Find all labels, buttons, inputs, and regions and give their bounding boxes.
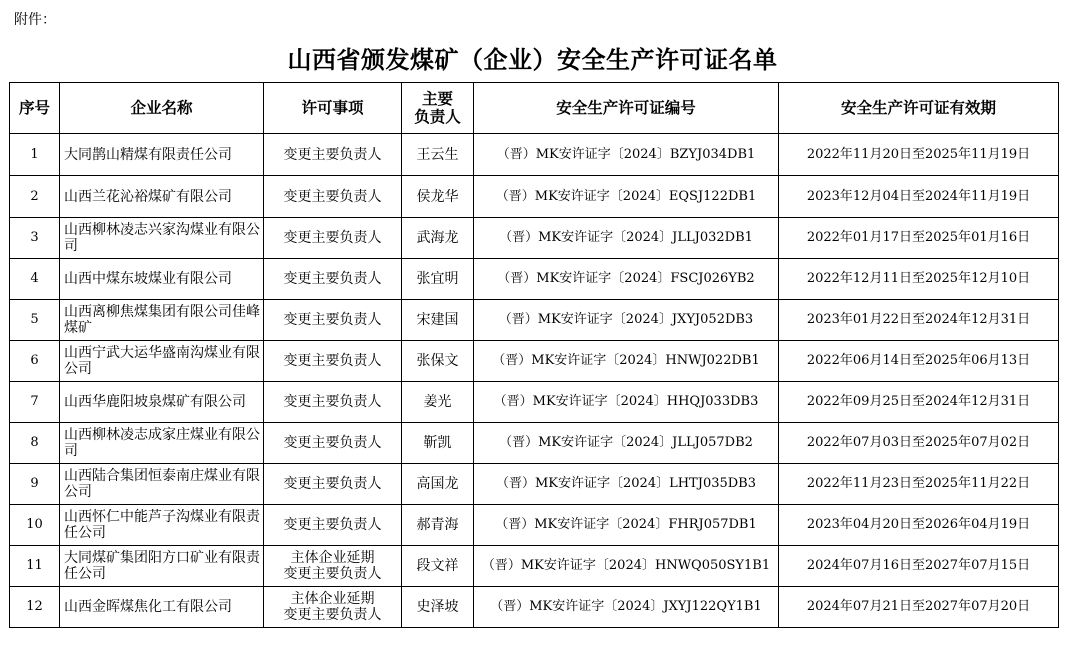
cell-validity: 2022年12月11日至2025年12月10日 [779,259,1059,300]
cell-license: （晋）MK安许证字〔2024〕HNWQ050SY1B1 [474,546,779,587]
cell-company: 山西金晖煤焦化工有限公司 [60,587,264,628]
cell-item [264,587,402,628]
cell-person: 史泽坡 [402,587,474,628]
cell-index: 9 [10,464,60,505]
cell-index: 4 [10,259,60,300]
table-row [10,505,1059,546]
cell-index: 11 [10,546,60,587]
header-person-line1: 主要 [421,90,453,108]
cell-company: 大同鹊山精煤有限责任公司 [60,134,264,176]
cell-company: 山西离柳焦煤集团有限公司佳峰煤矿 [60,300,264,341]
table-row [10,134,1059,176]
cell-validity: 2022年06月14日至2025年06月13日 [779,341,1059,382]
table-row [10,218,1059,259]
cell-person: 段文祥 [402,546,474,587]
cell-license: （晋）MK安许证字〔2024〕FHRJ057DB1 [474,505,779,546]
cell-index: 5 [10,300,60,341]
header-validity: 安全生产许可证有效期 [779,83,1059,134]
cell-company: 山西陆合集团恒泰南庄煤业有限公司 [60,464,264,505]
license-table [9,82,1059,628]
cell-item: 变更主要负责人 [264,382,402,423]
table-row [10,423,1059,464]
table-row [10,300,1059,341]
table-row [10,464,1059,505]
table-row [10,382,1059,423]
table-row [10,176,1059,218]
header-person-line2: 负责人 [414,108,461,126]
cell-item: 变更主要负责人 [264,423,402,464]
header-item: 许可事项 [264,83,402,134]
cell-person: 高国龙 [402,464,474,505]
cell-index: 8 [10,423,60,464]
cell-person: 宋建国 [402,300,474,341]
cell-index: 1 [10,134,60,176]
cell-item: 变更主要负责人 [264,505,402,546]
cell-person: 靳凯 [402,423,474,464]
cell-person: 武海龙 [402,218,474,259]
cell-item-line2: 变更主要负责人 [283,607,382,623]
header-license: 安全生产许可证编号 [474,83,779,134]
document-title: 山西省颁发煤矿（企业）安全生产许可证名单 [287,46,778,74]
cell-index: 10 [10,505,60,546]
cell-index: 7 [10,382,60,423]
cell-person: 张保文 [402,341,474,382]
cell-item: 变更主要负责人 [264,300,402,341]
cell-license: （晋）MK安许证字〔2024〕JLLJ032DB1 [474,218,779,259]
cell-index: 3 [10,218,60,259]
cell-validity: 2023年12月04日至2024年11月19日 [779,176,1059,218]
cell-company: 山西柳林凌志成家庄煤业有限公司 [60,423,264,464]
cell-item: 变更主要负责人 [264,341,402,382]
cell-license: （晋）MK安许证字〔2024〕LHTJ035DB3 [474,464,779,505]
attachment-label: 附件： [14,12,56,28]
cell-license: （晋）MK安许证字〔2024〕FSCJ026YB2 [474,259,779,300]
cell-person: 张宜明 [402,259,474,300]
cell-validity: 2022年09月25日至2024年12月31日 [779,382,1059,423]
cell-company: 山西兰花沁裕煤矿有限公司 [60,176,264,218]
header-person [402,83,474,134]
cell-person: 侯龙华 [402,176,474,218]
cell-validity: 2023年01月22日至2024年12月31日 [779,300,1059,341]
cell-item-line2: 变更主要负责人 [283,566,382,582]
cell-company: 山西中煤东坡煤业有限公司 [60,259,264,300]
cell-person: 姜光 [402,382,474,423]
cell-validity: 2022年11月20日至2025年11月19日 [779,134,1059,176]
table-row [10,546,1059,587]
cell-index: 2 [10,176,60,218]
header-index: 序号 [10,83,60,134]
cell-license: （晋）MK安许证字〔2024〕JLLJ057DB2 [474,423,779,464]
cell-validity: 2022年11月23日至2025年11月22日 [779,464,1059,505]
cell-company: 山西华鹿阳坡泉煤矿有限公司 [60,382,264,423]
cell-validity: 2024年07月21日至2027年07月20日 [779,587,1059,628]
cell-license: （晋）MK安许证字〔2024〕HNWJ022DB1 [474,341,779,382]
table-row [10,259,1059,300]
cell-license: （晋）MK安许证字〔2024〕EQSJ122DB1 [474,176,779,218]
cell-index: 12 [10,587,60,628]
cell-company: 山西宁武大运华盛南沟煤业有限公司 [60,341,264,382]
cell-index: 6 [10,341,60,382]
cell-license: （晋）MK安许证字〔2024〕JXYJ122QY1B1 [474,587,779,628]
header-company: 企业名称 [60,83,264,134]
cell-item: 变更主要负责人 [264,464,402,505]
cell-license: （晋）MK安许证字〔2024〕JXYJ052DB3 [474,300,779,341]
table-row [10,587,1059,628]
table-row [10,341,1059,382]
cell-item: 变更主要负责人 [264,176,402,218]
cell-person: 郝青海 [402,505,474,546]
cell-item-line1: 主体企业延期 [290,550,375,566]
table-header-row [10,83,1059,134]
cell-item-line1: 主体企业延期 [290,591,375,607]
cell-item [264,546,402,587]
cell-company: 山西怀仁中能芦子沟煤业有限责任公司 [60,505,264,546]
cell-validity: 2022年01月17日至2025年01月16日 [779,218,1059,259]
cell-license: （晋）MK安许证字〔2024〕BZYJ034DB1 [474,134,779,176]
cell-item: 变更主要负责人 [264,218,402,259]
cell-validity: 2024年07月16日至2027年07月15日 [779,546,1059,587]
cell-company: 山西柳林凌志兴家沟煤业有限公司 [60,218,264,259]
cell-license: （晋）MK安许证字〔2024〕HHQJ033DB3 [474,382,779,423]
cell-person: 王云生 [402,134,474,176]
cell-item: 变更主要负责人 [264,259,402,300]
cell-validity: 2023年04月20日至2026年04月19日 [779,505,1059,546]
cell-item: 变更主要负责人 [264,134,402,176]
cell-validity: 2022年07月03日至2025年07月02日 [779,423,1059,464]
cell-company: 大同煤矿集团阳方口矿业有限责任公司 [60,546,264,587]
